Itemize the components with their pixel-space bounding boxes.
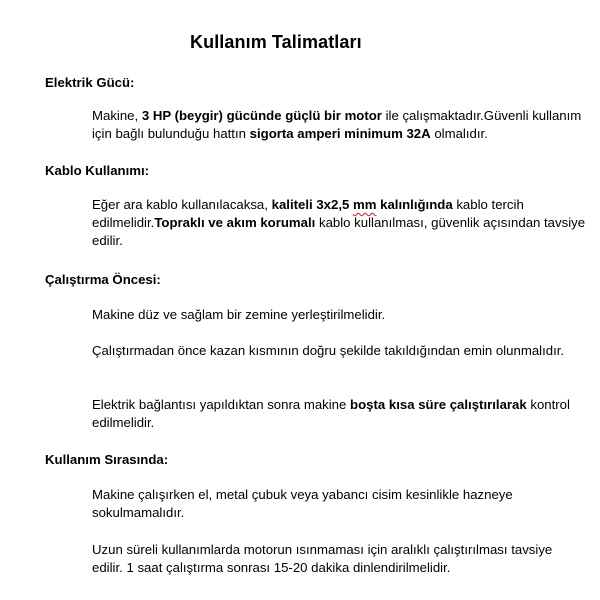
- text-run: olmalıdır.: [430, 126, 488, 141]
- text-run: Makine düz ve sağlam bir zemine yerleştirilmelidir.: [92, 307, 386, 322]
- text-run: Makine,: [92, 108, 142, 123]
- text-run: ile çalışmaktadır.Güvenli kullanım için bağlı bulunduğu hattın: [92, 108, 582, 141]
- heading-kullanim-sirasinda: Kullanım Sırasında:: [45, 452, 169, 467]
- bold-text: sigorta amperi minimum 32A: [249, 126, 431, 141]
- paragraph: [92, 396, 592, 432]
- paragraph-line: edilir. 1 saat çalıştırma sonrası 15-20 dakika dinlendirilmelidir.: [92, 560, 451, 575]
- paragraph: [92, 486, 592, 522]
- bold-text: mm: [353, 197, 377, 212]
- page-title: Kullanım Talimatları: [190, 32, 362, 52]
- heading-elektrik-gucu: Elektrik Gücü:: [45, 75, 135, 90]
- heading-kablo-kullanimi: Kablo Kullanımı:: [45, 163, 150, 178]
- bold-text: Topraklı ve akım korumalı: [154, 215, 316, 230]
- bold-text: kaliteli 3x2,5: [271, 197, 353, 212]
- bold-text: boşta kısa süre çalıştırılarak: [350, 397, 527, 412]
- paragraph: [92, 342, 592, 360]
- text-run: Elektrik bağlantısı yapıldıktan sonra makine: [92, 397, 351, 412]
- text-run: kontrol edilmelidir.: [92, 397, 570, 430]
- paragraph: [92, 107, 592, 143]
- text-run: Çalıştırmadan önce kazan kısmının doğru şekilde takıldığından emin olunmalıdır.: [92, 343, 565, 358]
- heading-calistirma-oncesi: Çalıştırma Öncesi:: [45, 272, 161, 287]
- bold-text: 3 HP (beygir) gücünde güçlü bir motor: [141, 108, 382, 123]
- bold-text: kalınlığında: [376, 197, 453, 212]
- text-run: Eğer ara kablo kullanılacaksa,: [92, 197, 272, 212]
- paragraph: [92, 306, 592, 324]
- paragraph-line: Uzun süreli kullanımlarda motorun ısınmaması için aralıklı çalıştırılması tavsiye: [92, 542, 553, 557]
- paragraph: [92, 541, 592, 577]
- paragraph: [92, 196, 592, 250]
- text-run: kablo kullanılması, güvenlik açısından tavsiye edilir.: [92, 215, 586, 248]
- text-run: kablo tercih edilmelidir.: [92, 197, 524, 230]
- text-run: Makine çalışırken el, metal çubuk veya yabancı cisim kesinlikle hazneye sokulmamalıdır.: [92, 487, 513, 520]
